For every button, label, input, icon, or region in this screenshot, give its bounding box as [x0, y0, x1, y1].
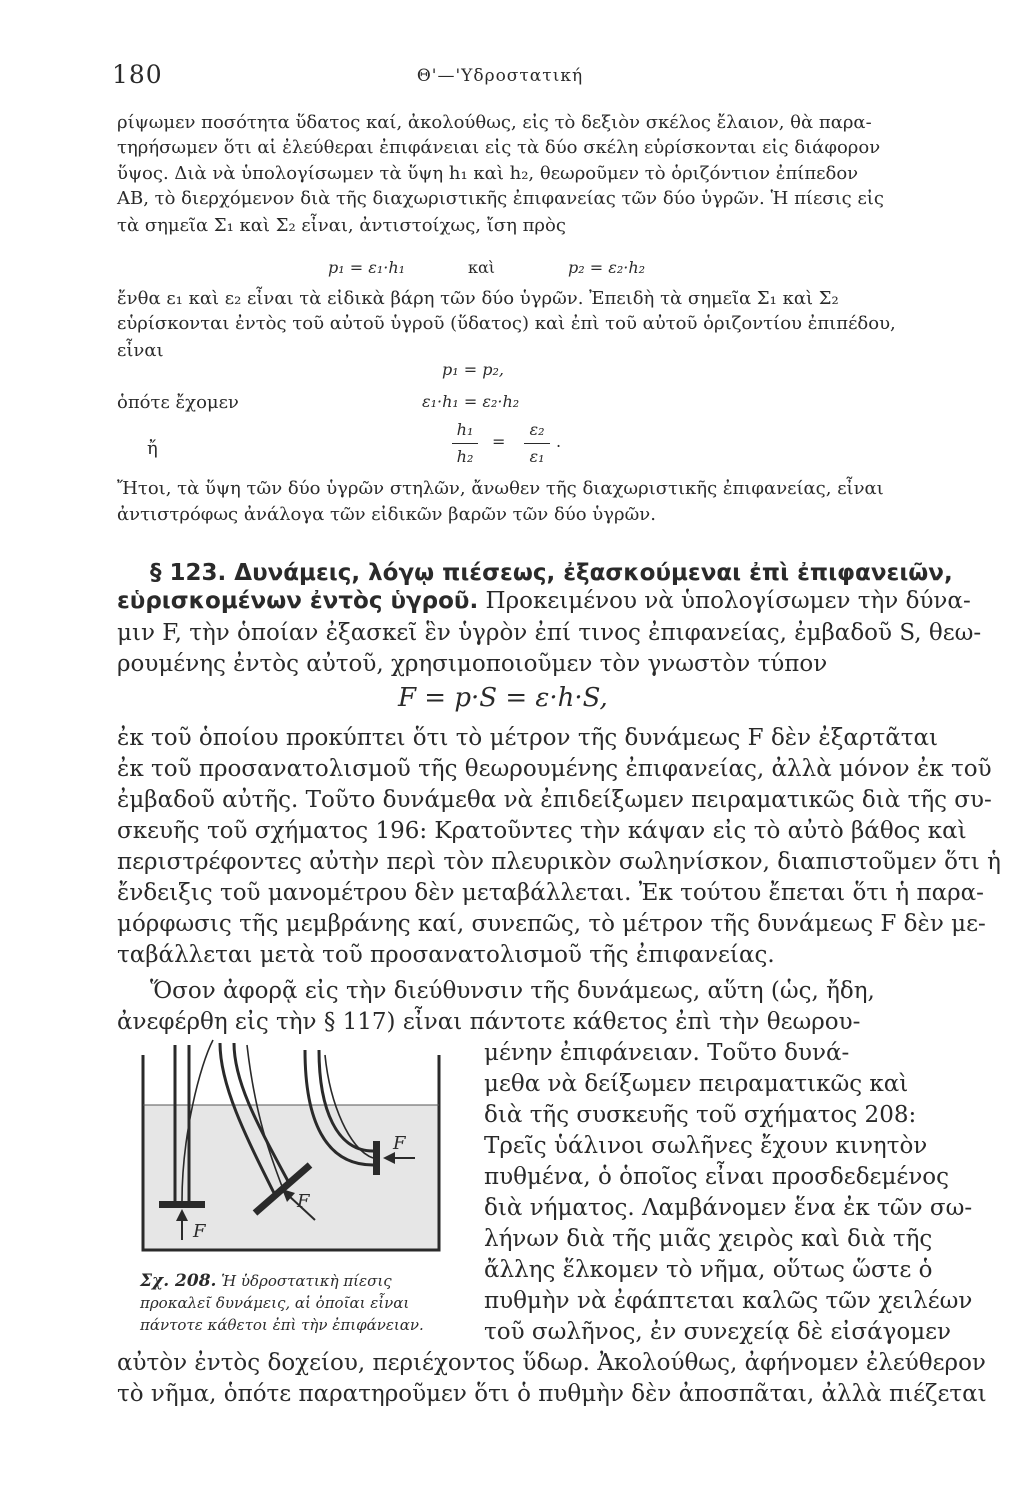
figure-caption [140, 1270, 424, 1336]
text-line: σκευῆς τοῦ σχήματος 196: Κρατοῦντες τὴν κάψαν εἰς τὸ αὐτὸ βάθος καὶ [117, 818, 967, 844]
page-number: 180 [112, 60, 163, 89]
text-line: ἀντιστρόφως ἀνάλογα τῶν εἰδικῶν βαρῶν τῶν δύο ὑγρῶν. [117, 504, 656, 525]
text-line: ἐμβαδοῦ αὐτῆς. Τοῦτο δυνάμεθα νὰ ἐπιδείξωμεν πειραματικῶς διὰ τῆς συ- [117, 787, 992, 813]
force-label-3: F [393, 1133, 406, 1154]
text-line: ἄλλης ἕλκομεν τὸ νῆμα, οὕτως ὥστε ὁ [484, 1257, 933, 1283]
text-line: μεθα νὰ δείξωμεν πειραματικῶς καὶ [484, 1071, 909, 1097]
section-heading-line-1 [150, 560, 953, 586]
caption-text-1: Ἡ ὑδροστατικὴ πίεσις [221, 1272, 392, 1290]
text-line: ὕψος. Διὰ νὰ ὑπολογίσωμεν τὰ ὕψη h₁ καὶ h₂, θεωροῦμεν τὸ ὁριζόντιον ἐπίπεδον [117, 163, 859, 184]
text-line: πυθμὴν νὰ ἐφάπτεται καλῶς τῶν χειλέων [484, 1288, 973, 1314]
equation-p2: p₂ = ε₂·h₂ [568, 258, 646, 277]
fraction-equals: = [492, 432, 506, 451]
text-line: αὐτὸν ἐντὸς δοχείου, περιέχοντος ὕδωρ. Ἀκολούθως, ἀφήνομεν ἐλεύθερον [117, 1350, 986, 1376]
text-line: διὰ νήματος. Λαμβάνομεν ἕνα ἐκ τῶν σω- [484, 1195, 973, 1221]
text-line: ἀνεφέρθη εἰς τὴν § 117) εἶναι πάντοτε κάθετος ἐπὶ τὴν θεωρου- [117, 1009, 861, 1035]
text-line: ἔνδειξις τοῦ μανομέτρου δὲν μεταβάλλεται. Ἐκ τούτου ἔπεται ὅτι ἡ παρα- [117, 880, 984, 906]
text-line: λήνων διὰ τῆς μιᾶς χειρὸς καὶ διὰ τῆς [484, 1226, 933, 1252]
caption-line-3: πάντοτε κάθετοι ἐπὶ τὴν ἐπιφάνειαν. [140, 1316, 424, 1334]
formula-main: F = p·S = ε·h·S, [398, 683, 608, 713]
text-line: διὰ τῆς συσκευῆς τοῦ σχήματος 208: [484, 1102, 917, 1128]
text-line: εἶναι [117, 340, 164, 361]
text-line: Ὅσον ἀφορᾷ εἰς τὴν διεύθυνσιν τῆς δυνάμεως, αὕτη (ὡς, ἤδη, [150, 978, 875, 1004]
force-label-2: F [297, 1191, 310, 1212]
text-line: ἐκ τοῦ ὁποίου προκύπτει ὅτι τὸ μέτρον τῆς δυνάμεως F δὲν ἐξαρτᾶται [117, 725, 939, 751]
text-line: μένην ἐπιφάνειαν. Τοῦτο δυνά- [484, 1040, 850, 1066]
text-line: ἐκ τοῦ προσανατολισμοῦ τῆς θεωρουμένης ἐπιφανείας, ἀλλὰ μόνον ἐκ τοῦ [117, 756, 992, 782]
section-heading-cont: εὑρισκομένων ἐντὸς ὑγροῦ. [117, 588, 479, 614]
text-line: εὑρίσκονται ἐντὸς τοῦ αὐτοῦ ὑγροῦ (ὕδατος) καὶ ἐπὶ τοῦ αὐτοῦ ὁριζοντίου ἐπιπέδου, [117, 313, 896, 334]
text-line: περιστρέφοντες αὐτὴν περὶ τὸν πλευρικὸν σωληνίσκον, διαπιστοῦμεν ὅτι ἡ [117, 849, 1001, 875]
fraction-period: . [556, 432, 562, 451]
text-line: τηρήσωμεν ὅτι αἱ ἐλεύθεραι ἐπιφάνειαι εἰς τὰ δύο σκέλη εὑρίσκονται εἰς διάφορον [117, 137, 881, 158]
text-line: ταβάλλεται μετὰ τοῦ προσανατολισμοῦ τῆς ἐπιφανείας. [117, 942, 775, 968]
caption-line-1 [140, 1270, 424, 1292]
running-head: Θ'—'Υδροστατική [416, 66, 584, 86]
text-label-opote: ὁπότε ἔχομεν [117, 392, 239, 413]
fraction-h-numerator: h₁ [456, 420, 474, 439]
fraction-h-denominator: h₂ [456, 447, 474, 466]
equation-p1: p₁ = ε₁·h₁ [328, 258, 406, 277]
equation-p-equal: p₁ = p₂, [442, 360, 504, 379]
text-line: τὰ σημεῖα Σ₁ καὶ Σ₂ εἶναι, ἀντιστοίχως, ἴση πρὸς [117, 215, 566, 236]
section-text: Προκειμένου νὰ ὑπολογίσωμεν τὴν δύνα- [478, 588, 971, 614]
fraction-bar [452, 443, 478, 444]
figure-208 [125, 1025, 455, 1265]
text-line: μιν F, τὴν ὁποίαν ἐξασκεῖ ἓν ὑγρὸν ἐπί τινος ἐπιφανείας, ἐμβαδοῦ S, θεω- [117, 620, 982, 646]
text-line: τὸ νῆμα, ὁπότε παρατηροῦμεν ὅτι ὁ πυθμὴν δὲν ἀποσπᾶται, ἀλλὰ πιέζεται [117, 1381, 987, 1407]
fraction-e [524, 420, 550, 466]
fraction-bar [524, 443, 550, 444]
text-line: μόρφωσις τῆς μεμβράνης καί, συνεπῶς, τὸ μέτρον τῆς δυνάμεως F δὲν με- [117, 911, 986, 937]
equation-eh: ε₁·h₁ = ε₂·h₂ [422, 392, 520, 411]
text-line: ἔνθα ε₁ καὶ ε₂ εἶναι τὰ εἰδικὰ βάρη τῶν δύο ὑγρῶν. Ἐπειδὴ τὰ σημεῖα Σ₁ καὶ Σ₂ [117, 288, 839, 309]
fraction-h [452, 420, 478, 466]
section-heading-line-2 [117, 588, 971, 614]
fraction-e-numerator: ε₂ [529, 420, 545, 439]
text-line: Τρεῖς ὑάλινοι σωλῆνες ἔχουν κινητὸν [484, 1133, 928, 1159]
text-label-e: ἤ [147, 438, 158, 459]
equation-and: καὶ [468, 258, 496, 277]
force-label-1: F [193, 1221, 206, 1242]
section-heading: § 123. Δυνάμεις, λόγῳ πιέσεως, ἐξασκούμεναι ἐπὶ ἐπιφανειῶν, [150, 560, 953, 586]
text-line: πυθμένα, ὁ ὁποῖος εἶναι προσδεδεμένος [484, 1164, 950, 1190]
fraction-e-denominator: ε₁ [529, 447, 545, 466]
caption-line-2: προκαλεῖ δυνάμεις, αἱ ὁποῖαι εἶναι [140, 1294, 410, 1312]
text-line: AB, τὸ διερχόμενον διὰ τῆς διαχωριστικῆς ἐπιφανείας τῶν δύο ὑγρῶν. Ἡ πίεσις εἰς [117, 188, 884, 209]
text-line: ρίψωμεν ποσότητα ὕδατος καί, ἀκολούθως, εἰς τὸ δεξιὸν σκέλος ἔλαιον, θὰ παρα- [117, 112, 872, 133]
text-line: τοῦ σωλῆνος, ἐν συνεχείᾳ δὲ εἰσάγομεν [484, 1319, 952, 1345]
text-line: Ἤτοι, τὰ ὕψη τῶν δύο ὑγρῶν στηλῶν, ἄνωθεν τῆς διαχωριστικῆς ἐπιφανείας, εἶναι [117, 478, 884, 499]
caption-label: Σχ. 208. [140, 1271, 217, 1291]
text-line: ρουμένης ἐντὸς αὐτοῦ, χρησιμοποιοῦμεν τὸν γνωστὸν τύπον [117, 651, 828, 677]
